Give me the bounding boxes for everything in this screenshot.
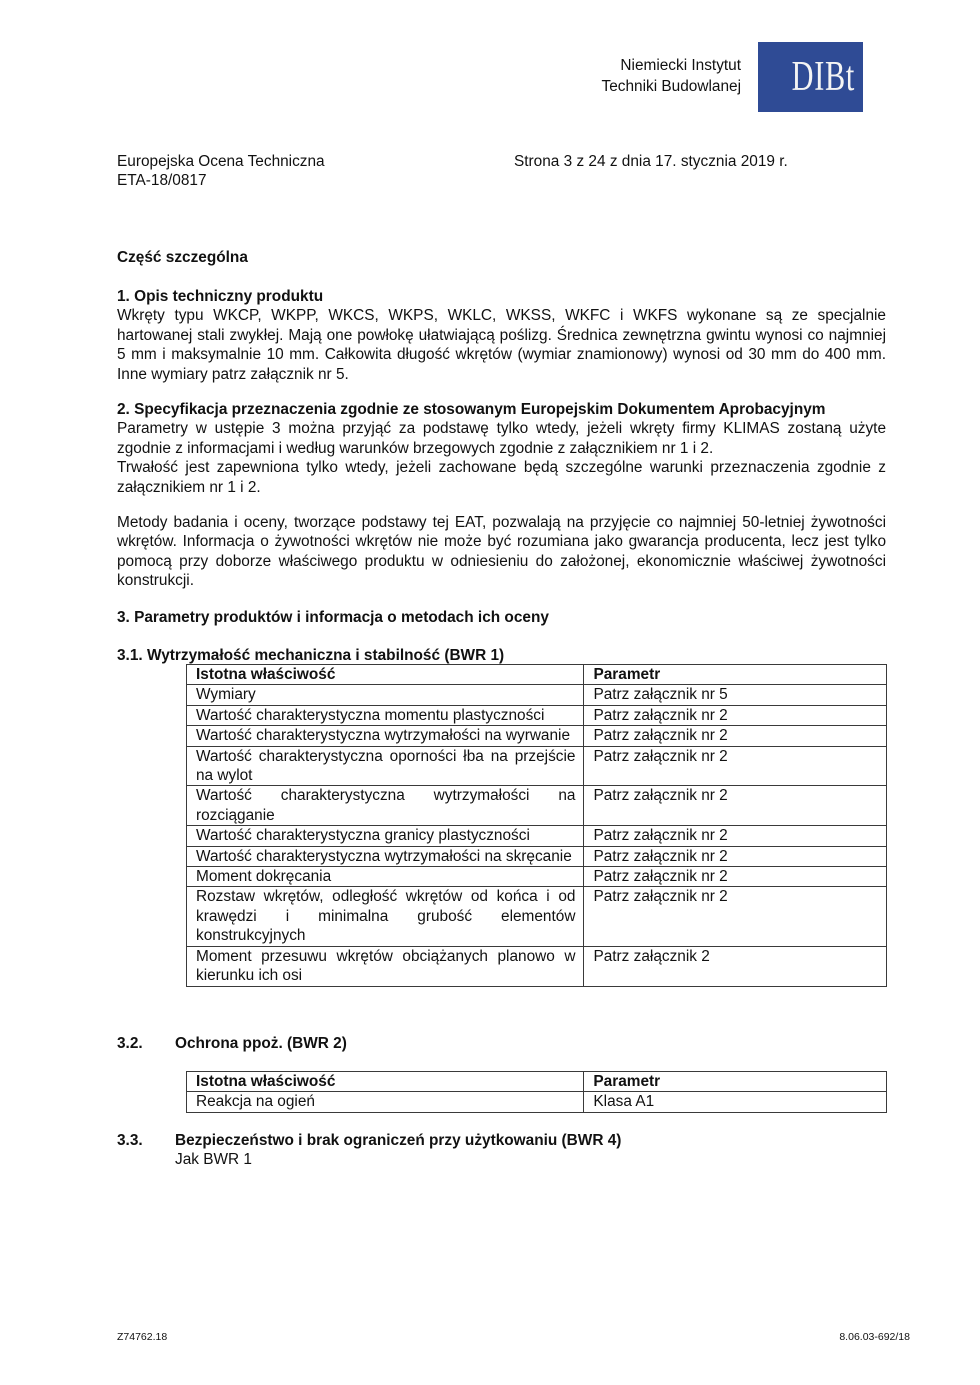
parameter-cell: Klasa A1: [584, 1092, 887, 1112]
parameter-cell: Patrz załącznik nr 5: [584, 685, 887, 705]
institute-line-1: Niemiecki Instytut: [620, 57, 741, 74]
page-info: Strona 3 z 24 z dnia 17. stycznia 2019 r.: [514, 153, 788, 170]
section-1: [117, 287, 886, 384]
table-row: [187, 1092, 887, 1112]
property-cell: Moment dokręcania: [187, 867, 584, 887]
fire-safety-table: [186, 1071, 887, 1113]
subsection-3-1-title: 3.1. Wytrzymałość mechaniczna i stabilność (BWR 1): [117, 647, 505, 664]
section-3-title: 3. Parametry produktów i informacja o metodach ich oceny: [117, 609, 549, 626]
table-row: [187, 726, 887, 746]
property-cell: Wartość charakterystyczna oporności łba na przejście na wylot: [187, 746, 584, 786]
section-2-paragraph-3: Metody badania i oceny, tworzące podstawy tej EAT, pozwalają na przyjęcie co najmniej 50-letniej żywotności wkrętów. Informacja o żywotności wkrętów nie może być rozumiana jako gwarancja producenta, lecz jest tylko pomocą przy doborze właściwego produktu w odniesieniu do założonej, ekonomicznie właściwej żywotności konstrukcji.: [117, 514, 886, 590]
document-id: [117, 152, 325, 191]
property-cell: Wartość charakterystyczna granicy plastyczności: [187, 826, 584, 846]
section-2-paragraph-1: Parametry w ustępie 3 można przyjąć za podstawę tylko wtedy, jeżeli wkręty firmy KLIMAS zostaną użyte zgodnie z informacjami i według warunków brzegowych zgodnie z załącznikiem nr 1 i 2.: [117, 420, 886, 457]
logo-text: DIBt: [791, 54, 855, 100]
property-cell: Wartość charakterystyczna momentu plastyczności: [187, 705, 584, 725]
property-cell: Wartość charakterystyczna wytrzymałości na wyrwanie: [187, 726, 584, 746]
parameter-cell: Patrz załącznik nr 2: [584, 846, 887, 866]
issuing-institute: [602, 55, 741, 97]
section-2-paragraph-2: Trwałość jest zapewniona tylko wtedy, jeżeli zachowane będą szczególne warunki przeznaczenia zgodnie z załącznikiem nr 1 i 2.: [117, 459, 886, 496]
property-cell: Wymiary: [187, 685, 584, 705]
table-row: [187, 705, 887, 725]
parameter-cell: Patrz załącznik nr 2: [584, 726, 887, 746]
table-row: [187, 867, 887, 887]
table-header-row: [187, 665, 887, 685]
part-title: Część szczególna: [117, 249, 248, 266]
subsection-3-2-title: Ochrona ppoż. (BWR 2): [175, 1035, 347, 1052]
property-cell: Reakcja na ogień: [187, 1092, 584, 1112]
subsection-3-3-number: 3.3.: [117, 1132, 143, 1149]
parameter-cell: Patrz załącznik nr 2: [584, 746, 887, 786]
dibt-logo: [758, 42, 863, 112]
table-row: [187, 685, 887, 705]
table-row: [187, 746, 887, 786]
table-row: [187, 786, 887, 826]
property-cell: Wartość charakterystyczna wytrzymałości na rozciąganie: [187, 786, 584, 826]
table-row: [187, 826, 887, 846]
table-row: [187, 846, 887, 866]
parameter-cell: Patrz załącznik nr 2: [584, 826, 887, 846]
table-header-row: [187, 1072, 887, 1092]
table-row: [187, 887, 887, 946]
column-header-property: Istotna właściwość: [187, 1072, 584, 1092]
document-number: ETA-18/0817: [117, 172, 207, 190]
column-header-property: Istotna właściwość: [187, 665, 584, 685]
column-header-parameter: Parametr: [584, 665, 887, 685]
subsection-3-2-number: 3.2.: [117, 1035, 143, 1052]
footer-reference-right: 8.06.03-692/18: [839, 1331, 910, 1343]
section-2: [117, 400, 886, 497]
parameter-cell: Patrz załącznik nr 2: [584, 887, 887, 946]
parameter-cell: Patrz załącznik nr 2: [584, 867, 887, 887]
parameter-cell: Patrz załącznik 2: [584, 946, 887, 986]
section-1-text: Wkręty typu WKCP, WKPP, WKCS, WKPS, WKLC, WKSS, WKFC i WKFS wykonane są ze specjalnie hartowanej stali zwykłej. Mają one powłokę ułatwiającą poślizg. Średnica zewnętrzna gwintu wynosi co najmniej 5 mm i maksymalnie 10 mm. Całkowita długość wkrętów (wymiar znamionowy) wynosi od 30 mm do 400 mm. Inne wymiary patrz załącznik nr 5.: [117, 307, 886, 383]
parameter-cell: Patrz załącznik nr 2: [584, 705, 887, 725]
parameter-cell: Patrz załącznik nr 2: [584, 786, 887, 826]
document-type: Europejska Ocena Techniczna: [117, 153, 325, 170]
mechanical-resistance-table: [186, 664, 887, 987]
column-header-parameter: Parametr: [584, 1072, 887, 1092]
table-row: [187, 946, 887, 986]
section-2-title: 2. Specyfikacja przeznaczenia zgodnie ze stosowanym Europejskim Dokumentem Aprobacyjnym: [117, 401, 826, 418]
property-cell: Moment przesuwu wkrętów obciążanych planowo w kierunku ich osi: [187, 946, 584, 986]
subsection-3-3-text: Jak BWR 1: [175, 1151, 252, 1168]
section-2-paragraph-3-block: [117, 513, 886, 591]
footer-reference-left: Z74762.18: [117, 1331, 168, 1343]
institute-line-2: Techniki Budowlanej: [601, 78, 741, 95]
subsection-3-3-title: Bezpieczeństwo i brak ograniczeń przy użytkowaniu (BWR 4): [175, 1132, 622, 1149]
property-cell: Rozstaw wkrętów, odległość wkrętów od końca i od krawędzi i minimalna grubość elementów konstrukcyjnych: [187, 887, 584, 946]
section-1-title: 1. Opis techniczny produktu: [117, 288, 324, 305]
property-cell: Wartość charakterystyczna wytrzymałości na skręcanie: [187, 846, 584, 866]
